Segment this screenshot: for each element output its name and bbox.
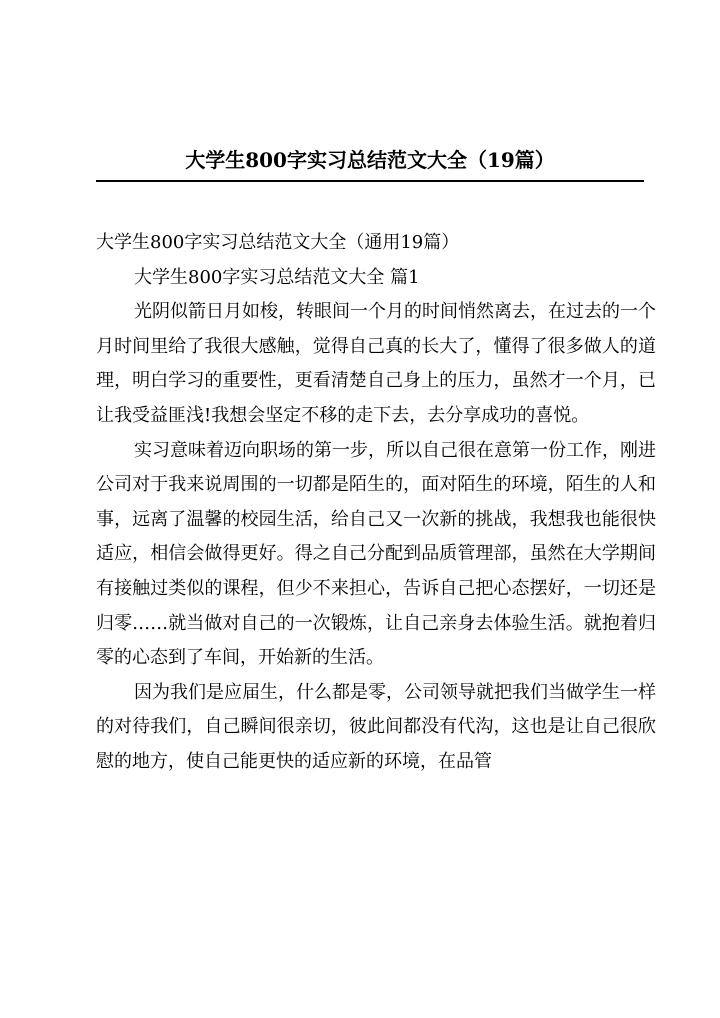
title-divider: [96, 180, 644, 182]
document-subtitle: 大学生800字实习总结范文大全（通用19篇）: [96, 232, 460, 253]
section-heading: 大学生800字实习总结范文大全 篇1: [134, 266, 420, 288]
paragraph: 实习意味着迈向职场的第一步，所以自己很在意第一份工作，刚进公司对于我来说周围的一切都是陌生的，面对陌生的环境，陌生的人和事，远离了温馨的校园生活，给自己又一次新的挑战，我想我也能很快适应，相信会做得更好。得之自己分配到品质管理部，虽然在大学期间有接触过类似的课程，但少不来担心，告诉自己把心态摆好，一切还是归零……就当做对自己的一次锻炼，让自己亲身去体验生活。就抱着归零的心态到了车间，开始新的生活。: [96, 439, 656, 669]
document-body: [96, 226, 656, 780]
paragraph: 光阴似箭日月如梭，转眼间一个月的时间悄然离去，在过去的一个月时间里给了我很大感触，觉得自己真的长大了，懂得了很多做人的道理，明白学习的重要性，更看清楚自己身上的压力，虽然才一个月，已让我受益匪浅!我想会坚定不移的走下去，去分享成功的喜悦。: [96, 301, 656, 426]
document-title: 大学生800字实习总结范文大全（19篇）: [185, 148, 555, 172]
paragraph: 因为我们是应届生，什么都是零，公司领导就把我们当做学生一样的对待我们，自己瞬间很亲切，彼此间都没有代沟，这也是让自己很欣慰的地方，使自己能更快的适应新的环境，在品管: [96, 681, 656, 772]
